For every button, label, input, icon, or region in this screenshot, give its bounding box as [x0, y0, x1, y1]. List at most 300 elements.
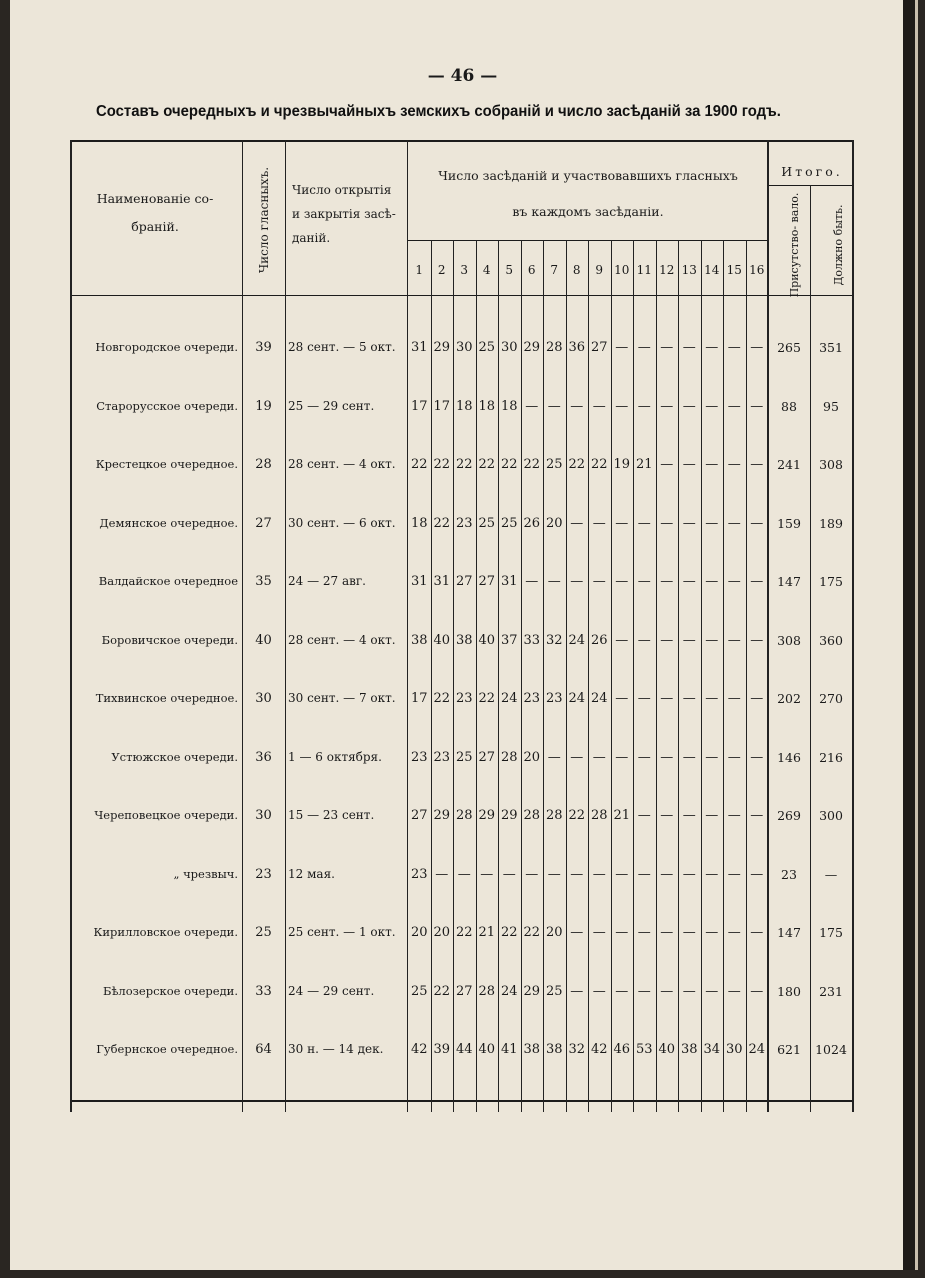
row-session-value: 23: [523, 691, 541, 706]
row-session-value: 27: [590, 340, 608, 355]
row-session-value: —: [435, 866, 449, 882]
row-session-value: 29: [433, 340, 451, 355]
row-session-value: 21: [478, 925, 496, 940]
session-number-header: 15: [726, 263, 742, 277]
row-session-value: —: [682, 691, 696, 706]
row-session-value: 38: [455, 632, 473, 648]
row-session-value: —: [592, 515, 606, 531]
row-session-value: 27: [410, 808, 428, 823]
row-session-value: 37: [500, 632, 518, 648]
row-session-value: —: [660, 925, 674, 940]
row-session-value: —: [705, 749, 719, 765]
row-session-value: 22: [500, 925, 518, 940]
row-session-value: —: [660, 983, 674, 999]
row-session-value: —: [750, 340, 764, 355]
row-session-value: 22: [590, 457, 608, 472]
row-session-value: —: [705, 866, 719, 882]
row-session-value: 31: [500, 574, 518, 589]
table-bottom-rule: [70, 1100, 854, 1102]
row-session-value: —: [637, 691, 651, 706]
row-session-value: 17: [433, 398, 451, 414]
row-session-value: 40: [478, 632, 496, 648]
row-session-value: 21: [613, 808, 631, 823]
row-session-value: 44: [455, 1042, 473, 1057]
session-col-rule: [723, 240, 724, 1112]
row-session-value: 25: [410, 983, 428, 999]
session-number-header: 3: [460, 263, 469, 277]
row-session-value: —: [750, 398, 764, 414]
row-session-value: —: [637, 632, 651, 648]
row-session-value: —: [727, 632, 741, 648]
row-councillor-count: 28: [255, 457, 272, 472]
row-session-value: 28: [455, 808, 473, 823]
row-session-value: —: [547, 398, 561, 414]
row-session-value: 18: [455, 398, 473, 414]
col-rule-present: [810, 185, 811, 1112]
row-session-value: 22: [523, 925, 541, 940]
row-session-value: —: [615, 398, 629, 414]
row-assembly-name: Тихвинское очередное.: [95, 691, 238, 705]
row-councillor-count: 25: [255, 925, 272, 940]
row-session-value: 20: [545, 925, 563, 940]
row-assembly-name: Устюжское очереди.: [111, 749, 238, 764]
row-session-value: —: [660, 574, 674, 589]
row-assembly-name: Кирилловское очереди.: [93, 925, 238, 939]
row-session-value: —: [727, 808, 741, 823]
row-session-value: —: [637, 808, 651, 823]
row-session-value: —: [637, 398, 651, 414]
row-session-value: —: [682, 340, 696, 355]
row-session-value: —: [705, 574, 719, 589]
row-total-should-be: 216: [819, 749, 843, 765]
row-session-value: —: [592, 925, 606, 940]
row-dates: 24 — 27 авг.: [288, 574, 366, 588]
row-session-value: —: [705, 925, 719, 940]
row-session-value: 25: [478, 515, 496, 531]
row-session-value: 18: [500, 398, 518, 414]
row-session-value: 28: [523, 808, 541, 823]
row-session-value: —: [615, 866, 629, 882]
row-session-value: —: [457, 866, 471, 882]
header-sessions-sub: въ каждомъ засѣданіи.: [512, 204, 664, 219]
row-session-value: —: [615, 574, 629, 589]
row-total-present: 88: [781, 398, 797, 414]
row-dates: 30 сент. — 7 окт.: [288, 691, 396, 705]
session-col-rule: [588, 240, 589, 1112]
session-number-header: 12: [659, 263, 675, 277]
row-session-value: 32: [568, 1042, 586, 1057]
row-session-value: —: [750, 574, 764, 589]
row-total-should-be: 189: [819, 515, 843, 531]
row-session-value: 17: [410, 691, 428, 706]
row-session-value: 26: [590, 632, 608, 648]
row-dates: 25 — 29 сент.: [288, 398, 375, 413]
row-session-value: 22: [523, 457, 541, 472]
row-session-value: —: [682, 515, 696, 531]
row-session-value: —: [705, 808, 719, 823]
row-session-value: 25: [545, 457, 563, 472]
row-councillor-count: 30: [255, 691, 272, 706]
row-assembly-name: „ чрезвыч.: [173, 866, 238, 881]
row-session-value: —: [727, 925, 741, 940]
session-number-header: 8: [572, 263, 581, 277]
session-number-header: 13: [681, 263, 697, 277]
header-total: Итого.: [781, 164, 843, 179]
row-session-value: —: [750, 925, 764, 940]
row-session-value: —: [637, 866, 651, 882]
row-dates: 28 сент. — 4 окт.: [288, 632, 396, 647]
row-session-value: —: [750, 632, 764, 648]
row-session-value: —: [727, 983, 741, 999]
session-number-header: 14: [704, 263, 720, 277]
row-session-value: 22: [433, 457, 451, 472]
page-number: — 46 —: [427, 66, 498, 86]
row-assembly-name: Бѣлозерское очереди.: [103, 983, 238, 998]
row-session-value: 23: [410, 749, 428, 765]
row-session-value: 20: [410, 925, 428, 940]
row-session-value: —: [705, 457, 719, 472]
row-session-value: —: [727, 691, 741, 706]
row-session-value: —: [615, 632, 629, 648]
row-session-value: —: [750, 749, 764, 765]
row-session-value: —: [727, 515, 741, 531]
row-session-value: 27: [455, 574, 473, 589]
session-number-header: 1: [415, 263, 424, 277]
row-councillor-count: 30: [255, 808, 272, 823]
session-col-rule: [498, 240, 499, 1112]
row-session-value: 30: [725, 1042, 743, 1057]
row-session-value: —: [750, 691, 764, 706]
row-session-value: 22: [568, 457, 586, 472]
row-assembly-name: Старорусское очереди.: [96, 398, 238, 413]
row-session-value: 20: [545, 515, 563, 531]
row-session-value: 29: [523, 340, 541, 355]
col-rule-dates: [407, 140, 408, 1112]
row-session-value: 31: [410, 340, 428, 355]
session-number-header: 2: [437, 263, 446, 277]
row-session-value: 21: [635, 457, 653, 472]
row-session-value: 22: [478, 457, 496, 472]
row-total-present: 146: [777, 749, 801, 765]
session-number-header: 11: [636, 263, 652, 277]
row-session-value: 22: [410, 457, 428, 472]
row-session-value: 20: [523, 749, 541, 765]
row-session-value: —: [727, 749, 741, 765]
col-rule-left: [70, 140, 72, 1112]
row-session-value: 29: [478, 808, 496, 823]
row-session-value: —: [660, 340, 674, 355]
session-col-rule: [611, 240, 612, 1112]
row-dates: 15 — 23 сент.: [288, 808, 375, 822]
row-session-value: —: [727, 340, 741, 355]
row-session-value: —: [615, 515, 629, 531]
row-session-value: —: [727, 398, 741, 414]
row-session-value: 22: [433, 983, 451, 999]
session-number-header: 9: [595, 263, 604, 277]
row-session-value: —: [570, 749, 584, 765]
row-dates: 12 мая.: [288, 866, 335, 881]
row-session-value: 24: [568, 632, 586, 648]
row-session-value: 28: [500, 749, 518, 765]
row-session-value: 30: [500, 340, 518, 355]
row-session-value: —: [525, 866, 539, 882]
session-number-header: 16: [749, 263, 765, 277]
row-session-value: 36: [568, 340, 586, 355]
row-session-value: 28: [545, 808, 563, 823]
header-sessions: Число засѣданій и участвовавшихъ гласныхъ: [438, 168, 738, 183]
row-dates: 24 — 29 сент.: [288, 983, 375, 998]
row-dates: 25 сент. — 1 окт.: [288, 925, 396, 939]
session-number-header: 6: [527, 263, 536, 277]
row-session-value: —: [637, 515, 651, 531]
session-number-header: 4: [482, 263, 491, 277]
row-session-value: —: [682, 983, 696, 999]
row-session-value: —: [682, 808, 696, 823]
row-session-value: 31: [410, 574, 428, 589]
row-session-value: 24: [500, 983, 518, 999]
row-session-value: 23: [455, 691, 473, 706]
row-total-should-be: 300: [819, 808, 843, 823]
row-dates: 1 — 6 октября.: [288, 749, 382, 764]
row-total-should-be: 1024: [815, 1042, 847, 1057]
row-session-value: —: [637, 925, 651, 940]
row-total-should-be: 360: [819, 632, 843, 648]
session-col-rule: [701, 240, 702, 1112]
row-assembly-name: Крестецкое очередное.: [95, 457, 238, 471]
row-session-value: 34: [703, 1042, 721, 1057]
row-session-value: —: [705, 632, 719, 648]
row-session-value: —: [660, 749, 674, 765]
row-session-value: —: [660, 691, 674, 706]
row-session-value: —: [570, 866, 584, 882]
row-session-value: —: [547, 749, 561, 765]
row-session-value: 28: [478, 983, 496, 999]
row-session-value: —: [570, 398, 584, 414]
row-dates: 30 сент. — 6 окт.: [288, 515, 396, 530]
row-session-value: 38: [410, 632, 428, 648]
row-dates: 30 н. — 14 дек.: [288, 1042, 384, 1056]
row-session-value: 42: [590, 1042, 608, 1057]
row-total-should-be: 308: [819, 457, 843, 472]
session-number-header: 5: [505, 263, 514, 277]
row-councillor-count: 35: [255, 574, 272, 589]
row-session-value: 40: [478, 1042, 496, 1057]
row-session-value: —: [660, 398, 674, 414]
row-session-value: 24: [568, 691, 586, 706]
row-session-value: —: [592, 574, 606, 589]
row-session-value: —: [705, 983, 719, 999]
row-total-present: 147: [777, 925, 801, 940]
row-assembly-name: Новгородское очереди.: [95, 340, 238, 354]
row-session-value: 17: [410, 398, 428, 414]
row-session-value: —: [637, 749, 651, 765]
row-session-value: —: [750, 808, 764, 823]
header-present: Присутство- вало.: [788, 192, 801, 298]
row-session-value: —: [660, 808, 674, 823]
session-col-rule: [746, 240, 747, 1112]
row-assembly-name: Череповецкое очереди.: [94, 808, 238, 822]
table-top-rule: [70, 140, 854, 142]
row-session-value: 46: [613, 1042, 631, 1057]
col-rule-name: [242, 140, 243, 1112]
session-col-rule: [656, 240, 657, 1112]
row-session-value: —: [570, 515, 584, 531]
row-assembly-name: Боровичское очереди.: [101, 632, 238, 647]
row-session-value: 24: [748, 1042, 766, 1057]
row-session-value: 30: [455, 340, 473, 355]
row-session-value: —: [682, 866, 696, 882]
session-number-header: 10: [614, 263, 630, 277]
page-binding-edge: [903, 0, 915, 1270]
row-session-value: 40: [658, 1042, 676, 1057]
row-session-value: 39: [433, 1042, 451, 1057]
row-session-value: 41: [500, 1042, 518, 1057]
row-total-present: 241: [777, 457, 801, 472]
row-session-value: 40: [433, 632, 451, 648]
row-total-present: 23: [781, 866, 797, 882]
row-councillor-count: 33: [255, 983, 272, 999]
row-total-present: 308: [777, 632, 801, 648]
row-session-value: —: [615, 749, 629, 765]
row-session-value: —: [592, 398, 606, 414]
row-total-present: 180: [777, 983, 801, 999]
row-session-value: 25: [478, 340, 496, 355]
row-session-value: —: [592, 983, 606, 999]
row-session-value: —: [727, 866, 741, 882]
row-dates: 28 сент. — 4 окт.: [288, 457, 396, 471]
row-session-value: 24: [590, 691, 608, 706]
row-session-value: —: [682, 632, 696, 648]
session-number-header: 7: [550, 263, 559, 277]
row-session-value: 27: [478, 749, 496, 765]
row-total-should-be: 270: [819, 691, 843, 706]
header-should-be: Должно быть.: [832, 204, 845, 286]
row-session-value: 29: [500, 808, 518, 823]
row-session-value: 23: [433, 749, 451, 765]
col-rule-sessions-end: [767, 140, 769, 1112]
row-session-value: —: [750, 866, 764, 882]
row-total-should-be: 351: [819, 340, 843, 355]
row-session-value: —: [480, 866, 494, 882]
row-councillor-count: 27: [255, 515, 272, 531]
row-session-value: 28: [590, 808, 608, 823]
row-session-value: —: [660, 515, 674, 531]
row-session-value: 22: [433, 515, 451, 531]
row-session-value: —: [502, 866, 516, 882]
row-session-value: 38: [680, 1042, 698, 1057]
row-session-value: —: [592, 749, 606, 765]
row-session-value: 38: [545, 1042, 563, 1057]
row-total-should-be: 95: [823, 398, 839, 414]
row-total-present: 265: [777, 340, 801, 355]
row-session-value: —: [660, 457, 674, 472]
row-session-value: —: [682, 749, 696, 765]
session-col-rule: [521, 240, 522, 1112]
row-session-value: 22: [455, 457, 473, 472]
row-assembly-name: Демянское очередное.: [99, 515, 238, 530]
row-session-value: 22: [478, 691, 496, 706]
sessions-table: [70, 140, 854, 1112]
row-session-value: 29: [523, 983, 541, 999]
row-session-value: 23: [545, 691, 563, 706]
session-col-rule: [453, 240, 454, 1112]
row-session-value: 29: [433, 808, 451, 823]
row-session-value: —: [615, 691, 629, 706]
row-session-value: 24: [500, 691, 518, 706]
row-session-value: —: [547, 574, 561, 589]
row-session-value: 18: [478, 398, 496, 414]
session-col-rule: [543, 240, 544, 1112]
row-session-value: —: [570, 983, 584, 999]
row-session-value: 22: [568, 808, 586, 823]
row-session-value: 32: [545, 632, 563, 648]
row-total-present: 269: [777, 808, 801, 823]
row-session-value: 31: [433, 574, 451, 589]
row-councillor-count: 23: [255, 866, 272, 882]
row-session-value: —: [615, 925, 629, 940]
row-session-value: —: [682, 398, 696, 414]
row-councillor-count: 39: [255, 340, 272, 355]
row-session-value: 22: [455, 925, 473, 940]
row-councillor-count: 64: [255, 1042, 272, 1057]
row-session-value: —: [570, 574, 584, 589]
row-session-value: —: [705, 515, 719, 531]
row-session-value: 38: [523, 1042, 541, 1057]
row-councillor-count: 19: [255, 398, 272, 414]
row-assembly-name: Валдайское очередное: [98, 574, 238, 588]
row-total-present: 159: [777, 515, 801, 531]
row-session-value: —: [525, 574, 539, 589]
row-session-value: —: [750, 983, 764, 999]
row-session-value: —: [727, 457, 741, 472]
row-total-should-be: 231: [819, 983, 843, 999]
session-col-rule: [476, 240, 477, 1112]
row-session-value: —: [705, 398, 719, 414]
session-col-rule: [678, 240, 679, 1112]
row-session-value: —: [525, 398, 539, 414]
table-title: Составъ очередныхъ и чрезвычайныхъ земскихъ собраній и число засѣданій за 1900 годъ.: [96, 103, 781, 120]
row-session-value: 27: [478, 574, 496, 589]
row-session-value: —: [660, 632, 674, 648]
row-assembly-name: Губернское очередное.: [96, 1042, 238, 1056]
row-session-value: 23: [410, 866, 428, 882]
row-session-value: —: [682, 925, 696, 940]
row-session-value: 26: [523, 515, 541, 531]
row-session-value: —: [615, 983, 629, 999]
row-session-value: —: [637, 574, 651, 589]
row-session-value: —: [637, 340, 651, 355]
row-session-value: —: [705, 691, 719, 706]
row-session-value: —: [705, 340, 719, 355]
row-session-value: —: [682, 574, 696, 589]
row-total-should-be: —: [824, 866, 838, 882]
row-session-value: —: [750, 515, 764, 531]
row-total-present: 621: [777, 1042, 801, 1057]
row-session-value: —: [547, 866, 561, 882]
row-session-value: 22: [433, 691, 451, 706]
header-name: Наименованіе со- браній.: [96, 191, 214, 234]
row-councillor-count: 40: [255, 632, 272, 648]
row-total-present: 202: [777, 691, 801, 706]
row-session-value: —: [637, 983, 651, 999]
row-councillor-count: 36: [255, 749, 272, 765]
row-session-value: 53: [635, 1042, 653, 1057]
row-session-value: 18: [410, 515, 428, 531]
row-session-value: 23: [455, 515, 473, 531]
row-session-value: 25: [545, 983, 563, 999]
header-dates: Число открытія и закрытія засѣ- даній.: [292, 183, 396, 245]
row-session-value: 25: [455, 749, 473, 765]
